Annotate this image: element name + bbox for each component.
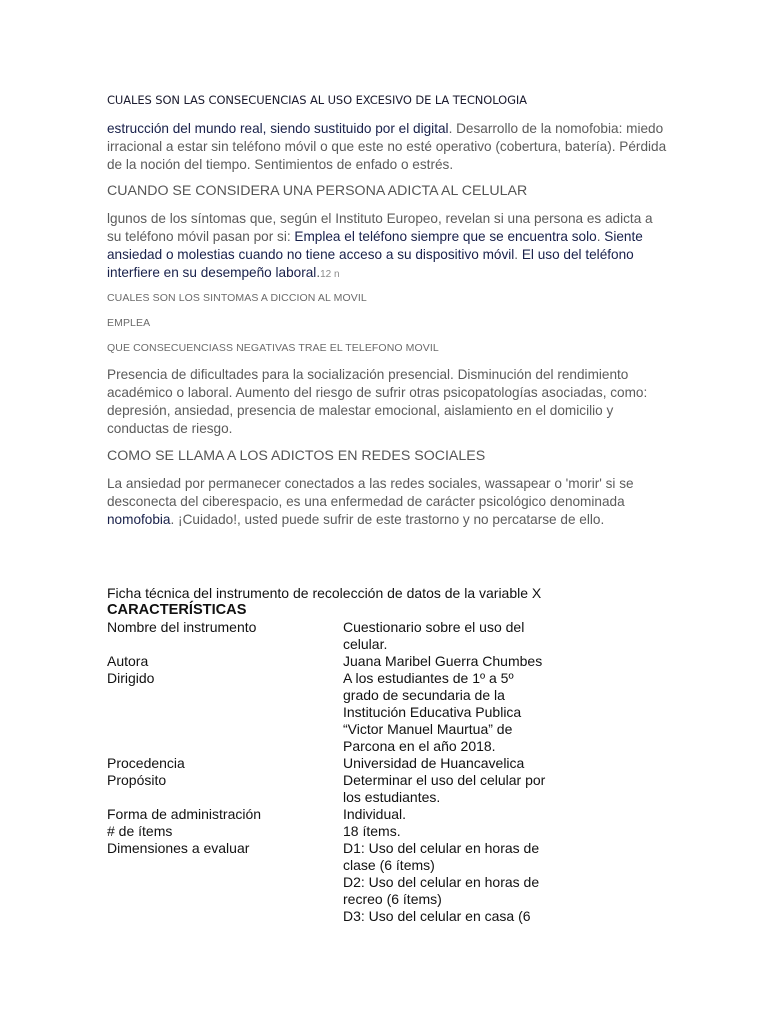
sheet-row <box>107 619 667 653</box>
heading-addict-criteria: CUANDO SE CONSIDERA UNA PERSONA ADICTA AL CELULAR <box>107 183 528 199</box>
sheet-row-value: Individual. <box>343 806 407 822</box>
sheet-row-label: Procedencia <box>107 755 185 771</box>
sheet-row-value: D2: Uso del celular en horas de recreo (6 ítems) <box>343 874 540 907</box>
sheet-row <box>107 806 667 823</box>
technical-sheet <box>107 585 667 925</box>
sheet-row-label <box>107 908 343 925</box>
sheet-row-label: # de ítems <box>107 823 173 839</box>
paragraph-symptoms <box>107 210 667 284</box>
paragraph-nomophobia <box>107 475 667 529</box>
sheet-row-value: 18 ítems. <box>343 823 401 839</box>
separator: . <box>596 229 605 244</box>
paragraph-consequences <box>107 120 667 174</box>
sheet-row-label: Dimensiones a evaluar <box>107 840 250 856</box>
link-real-world-destruction[interactable]: estrucción del mundo real, siendo sustituido por el digital <box>107 121 449 136</box>
sheet-row-value: Juana Maribel Guerra Chumbes <box>343 653 543 669</box>
link-symptom-anxiety[interactable]: Siente ansiedad o molestias cuando no tiene acceso a su dispositivo móvil <box>107 229 643 262</box>
sheet-row-label <box>107 874 343 908</box>
link-nomofobia[interactable]: nomofobia <box>107 512 171 527</box>
sheet-row-value: D1: Uso del celular en horas de clase (6 ítems) <box>343 840 540 873</box>
technical-sheet-subtitle: CARACTERÍSTICAS <box>107 602 247 618</box>
sheet-row-value: D3: Uso del celular en casa (6 <box>343 908 531 924</box>
paragraph-negative-effects: Presencia de dificultades para la socialización presencial. Disminución del rendimiento académico o laboral. Aumento del riesgo de sufrir otras psicopatologías asociadas, como: depresión, ansiedad, presencia de malestar emocional, aislamiento en el domicilio y conductas de riesgo. <box>107 367 648 436</box>
subheading-emplea: EMPLEA <box>107 317 151 329</box>
subheading-symptoms: CUALES SON LOS SINTOMAS A DICCION AL MOVIL <box>107 292 367 304</box>
sheet-row <box>107 755 667 772</box>
heading-social-media-addicts: COMO SE LLAMA A LOS ADICTOS EN REDES SOCIALES <box>107 448 486 464</box>
document-title: CUALES SON LAS CONSECUENCIAS AL USO EXCESIVO DE LA TECNOLOGIA <box>107 93 527 107</box>
paragraph-consequences-text: . Desarrollo de la nomofobia: miedo irracional a estar sin teléfono móvil o que este no esté operativo (cobertura, batería). Pérdida de la noción del tiempo. Sentimientos de enfado o estrés. <box>107 121 667 172</box>
link-symptom-alone[interactable]: Emplea el teléfono siempre que se encuentra solo <box>294 229 597 244</box>
sheet-row <box>107 670 667 755</box>
separator: . <box>316 265 321 280</box>
sheet-row <box>107 823 667 840</box>
sheet-row-value: A los estudiantes de 1º a 5º grado de secundaria de la Institución Educativa Publica “Victor Manuel Maurtua” de Parcona en el año 2018. <box>343 670 522 754</box>
sheet-row <box>107 874 667 908</box>
reference-note: 12 n <box>320 269 340 280</box>
sheet-row <box>107 653 667 670</box>
technical-sheet-rows <box>107 619 667 925</box>
sheet-row <box>107 908 667 925</box>
subheading-negative-consequences: QUE CONSECUENCIASS NEGATIVAS TRAE EL TELEFONO MOVIL <box>107 342 439 354</box>
link-symptom-work[interactable]: El uso del teléfono interfiere en su desempeño laboral <box>107 247 634 280</box>
sheet-row-label: Nombre del instrumento <box>107 619 257 635</box>
sheet-row-label: Propósito <box>107 772 167 788</box>
sheet-row-label: Forma de administración <box>107 806 262 822</box>
sheet-row <box>107 772 667 806</box>
sheet-row <box>107 840 667 874</box>
separator: . <box>514 247 522 262</box>
paragraph-symptoms-text: lgunos de los síntomas que, según el Instituto Europeo, revelan si una persona es adicta a su teléfono móvil pasan por si: <box>107 211 653 244</box>
sheet-row-label: Dirigido <box>107 670 155 686</box>
sheet-row-value: Determinar el uso del celular por los estudiantes. <box>343 772 546 805</box>
sheet-row-value: Universidad de Huancavelica <box>343 755 525 771</box>
paragraph-nomophobia-text-end: . ¡Cuidado!, usted puede sufrir de este trastorno y no percatarse de ello. <box>170 512 605 527</box>
sheet-row-label: Autora <box>107 653 149 669</box>
paragraph-nomophobia-text: La ansiedad por permanecer conectados a las redes sociales, wassapear o 'morir' si se desconecta del ciberespacio, es una enfermedad de carácter psicológico denominada <box>107 476 634 509</box>
technical-sheet-title: Ficha técnica del instrumento de recolección de datos de la variable X <box>107 585 542 601</box>
sheet-row-value: Cuestionario sobre el uso del celular. <box>343 619 525 652</box>
